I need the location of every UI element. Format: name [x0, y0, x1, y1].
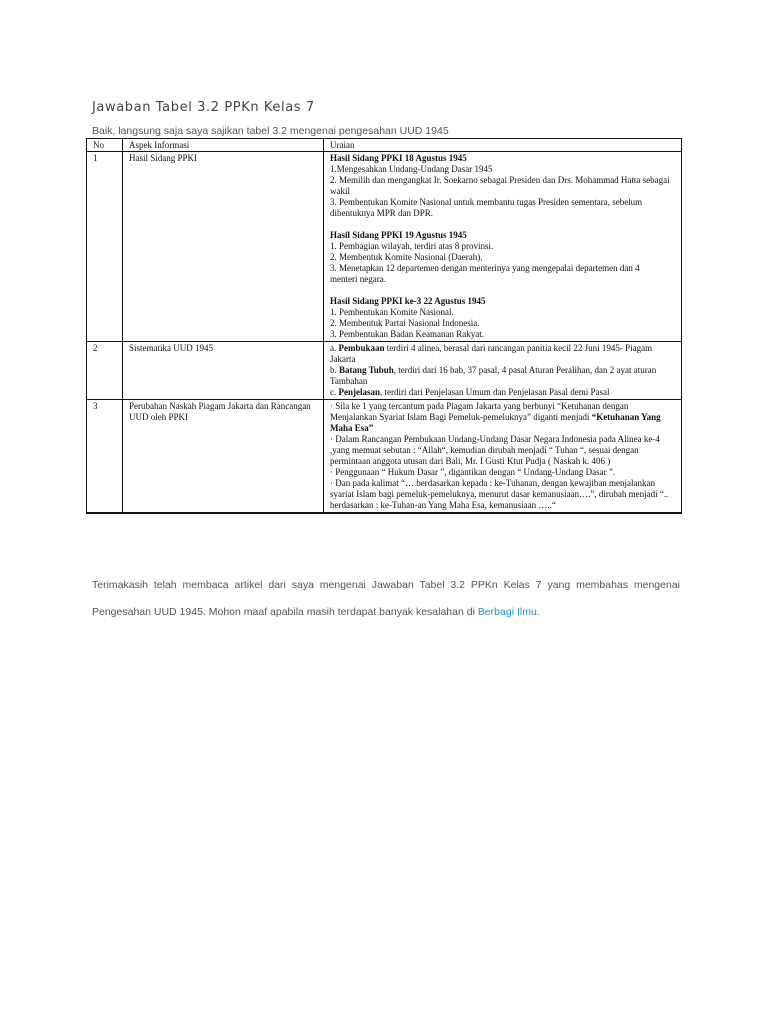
list-item: 1. Pembentukan Komite Nasional.	[330, 307, 454, 317]
closing-paragraph: Terimakasih telah membaca artikel dari saya mengenai Jawaban Tabel 3.2 PPKn Kelas 7 yang membahas mengenai Pengesahan UUD 1945. Mohon maaf apabila masih terdapat banyak kesalahan di Berbagi Ilmu.	[92, 579, 680, 618]
list-item: 3. Pembentukan Komite Nasional untuk membantu tugas Presiden sementara, sebelum dibentuknya MPR dan DPR.	[330, 197, 643, 218]
list-item: 3. Menetapkan 12 departemen dengan menterinya yang mengepalai departemen dan 4	[330, 263, 640, 273]
list-item: a. Pembukaan terdiri 4 alinea, berasal dari rancangan panitia kecil 22 Juni 1945- Piagam Jakarta	[330, 343, 653, 364]
info-table	[86, 138, 682, 514]
list-item: 1. Pembagian wilayah, terdiri atas 8 provinsi.	[330, 241, 494, 251]
cell-no: 2	[87, 342, 123, 400]
table-row	[87, 400, 682, 514]
table-row	[87, 342, 682, 400]
list-item: 3. Pembentukan Badan Keamanan Rakyat.	[330, 329, 484, 339]
header-aspek: Aspek Informasi	[123, 139, 324, 152]
table-row	[87, 152, 682, 342]
header-no: No	[87, 139, 123, 152]
cell-uraian	[324, 400, 682, 514]
intro-text: Baik, langsung saja saya sajikan tabel 3.2 mengenai pengesahan UUD 1945	[92, 125, 449, 137]
cell-aspek: Sistematika UUD 1945	[123, 342, 324, 400]
page-title: Jawaban Tabel 3.2 PPKn Kelas 7	[92, 100, 315, 115]
table-header-row	[87, 139, 682, 152]
list-item: 2. Memilih dan mengangkat Ir. Soekarno sebagai Presiden dan Drs. Mohammad Hatta sebagai wakil	[330, 175, 670, 196]
list-item: · Dalam Rancangan Pembukaan Undang-Undang Dasar Negara Indonesia pada Alinea ke-4 ,yang memuat sebutan : “Allah“, kemudian dirubah menjadi “ Tuhan “, sesuai dengan permintaan anggota utusan dari Bali, Mr. I Gusti Ktut Pudja ( Naskah k. 406 )	[330, 434, 660, 466]
cell-uraian	[324, 152, 682, 342]
sidang-heading: Hasil Sidang PPKI 19 Agustus 1945	[330, 230, 467, 240]
list-item: 2. Membentuk Komite Nasional (Daerah).	[330, 252, 483, 262]
cell-no: 1	[87, 152, 123, 342]
sidang-heading: Hasil Sidang PPKI 18 Agustus 1945	[330, 153, 467, 163]
list-item: · Penggunaan “ Hukum Dasar ”, digantikan dengan “ Undang-Undang Dasar ”.	[330, 467, 616, 477]
list-item: 1.Mengesahkan Undang-Undang Dasar 1945	[330, 164, 493, 174]
list-item: b. Batang Tubuh, terdiri dari 16 bab, 37 pasal, 4 pasal Aturan Peralihan, dan 2 ayat aturan Tambahan	[330, 365, 657, 386]
list-item: · Dan pada kalimat “… berdasarkan kepada : ke-Tuhanan, dengan kewajiban menjalankan syariat Islam bagi pemeluk-pemeluknya, menurut dasar kemanusiaan….”, dirubah menjadi “.. berdasarkan : ke-Tuhan-an Yang Maha Esa, kemanusiaan …..“	[330, 478, 669, 510]
cell-no: 3	[87, 400, 123, 514]
cell-aspek: Perubahan Naskah Piagam Jakarta dan Rancangan UUD oleh PPKI	[123, 400, 324, 514]
cell-aspek: Hasil Sidang PPKI	[123, 152, 324, 342]
berbagi-ilmu-link[interactable]: Berbagi Ilmu	[477, 606, 537, 618]
list-item: 2. Membentuk Partai Nasional Indonesia.	[330, 318, 480, 328]
list-item: c. Penjelasan, terdiri dari Penjelasan Umum dan Penjelasan Pasal demi Pasal	[330, 387, 610, 397]
cell-uraian	[324, 342, 682, 400]
list-item: menteri negara.	[330, 274, 386, 284]
list-item: · Sila ke 1 yang tercantum pada Piagam Jakarta yang berbunyi “Ketuhanan dengan Menjalankan Syariat Islam Bagi Pemeluk-pemeluknya” diganti menjadi “Ketuhanan Yang Maha Esa”	[330, 401, 661, 433]
header-uraian: Uraian	[324, 139, 682, 152]
sidang-heading: Hasil Sidang PPKI ke-3 22 Agustus 1945	[330, 296, 486, 306]
